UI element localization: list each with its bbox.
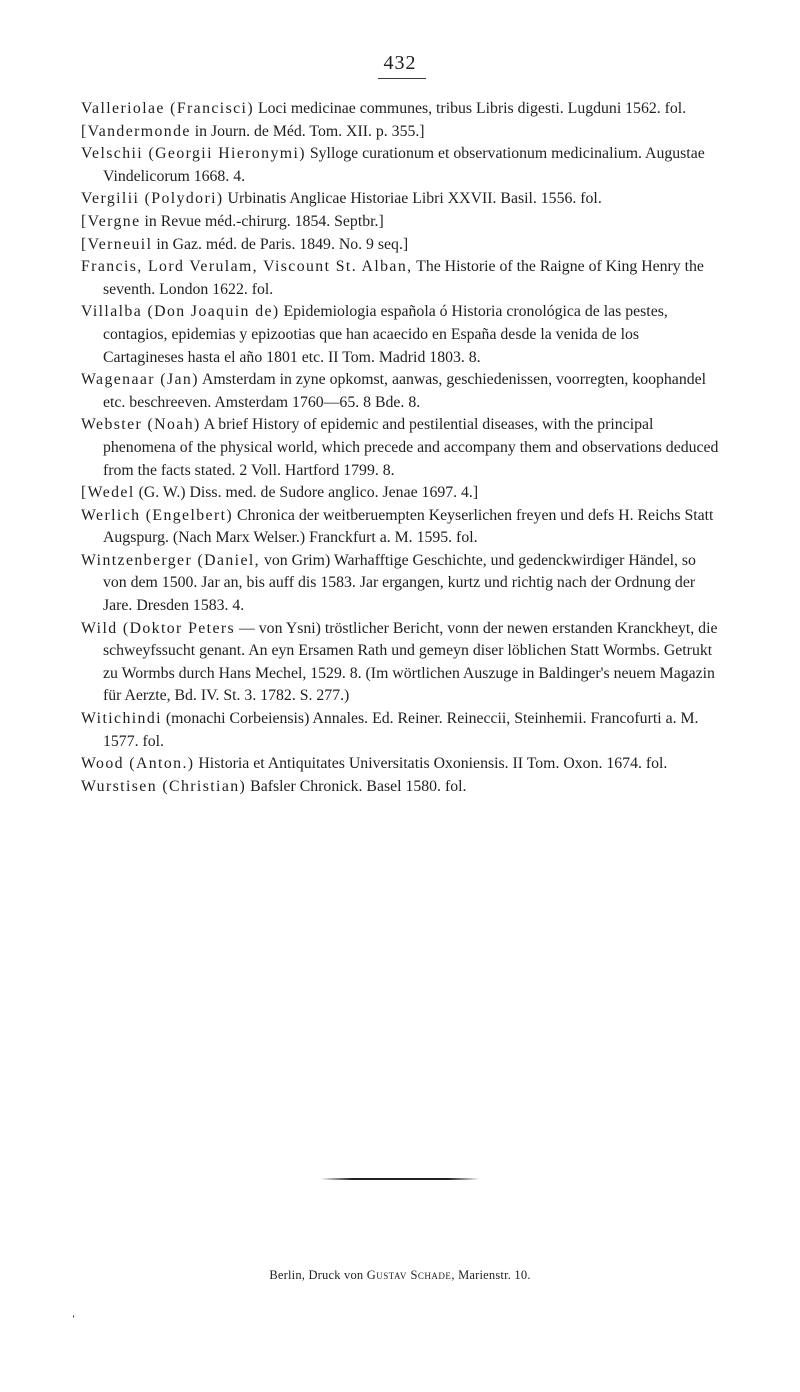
bibliography-entry bbox=[81, 188, 723, 211]
entry-author: Witichindi bbox=[81, 710, 162, 728]
bibliography-entry bbox=[81, 505, 723, 550]
bibliography-entry bbox=[81, 256, 723, 301]
page-number: 432 bbox=[383, 52, 417, 74]
entry-text: Bafsler Chronick. Basel 1580. fol. bbox=[246, 777, 467, 795]
entry-text: The Historie of the Raigne of King Henry the seventh. London 1622. fol. bbox=[103, 258, 704, 298]
bibliography-entry bbox=[81, 482, 723, 505]
printer-name: Gustav Schade bbox=[366, 1268, 452, 1282]
entry-author: [Vergne bbox=[81, 212, 141, 230]
footer-rule bbox=[320, 1178, 480, 1180]
bibliography-entry bbox=[81, 550, 723, 618]
bibliography-entry bbox=[81, 121, 723, 144]
entry-text: — von Ysni) tröstlicher Bericht, vonn der newen erstanden Kranckheyt, die schweyfssucht genant. An eyn Ersamen Rath und gemeyn diser löblichen Statt Wormbs. Getrukt zu Wormbs durch Hans Mechel, 1529. 8. (Im wörtlichen Auszuge in Baldinger's neuem Magazin für Aerzte, Bd. IV. St. 3. 1782. S. 277.) bbox=[103, 619, 718, 705]
entry-text: in Revue méd.-chirurg. 1854. Septbr.] bbox=[140, 212, 384, 230]
bibliography-entry bbox=[81, 143, 723, 188]
bibliography-entry bbox=[81, 414, 723, 482]
bibliography-entry bbox=[81, 776, 723, 799]
entry-author: Wurstisen (Christian) bbox=[81, 777, 247, 795]
entry-author: Vergilii (Polydori) bbox=[81, 190, 224, 208]
bibliography-entry bbox=[81, 618, 723, 708]
entry-text: von Grim) Warhafftige Geschichte, und gedenckwirdiger Händel, so von dem 1500. Jar an, bis auff dis 1583. Jar ergangen, kurtz und richtig nach der Ordnung der Jare. Dresden 1583. 4. bbox=[103, 551, 696, 615]
stray-ink-mark: ‘ bbox=[72, 1314, 76, 1325]
bibliography-entry bbox=[81, 211, 723, 234]
entry-text: in Gaz. méd. de Paris. 1849. No. 9 seq.] bbox=[152, 235, 409, 253]
bibliography-entry bbox=[81, 753, 723, 776]
entry-text: Amsterdam in zyne opkomst, aanwas, geschiedenissen, voorregten, koophandel etc. beschreeven. Amsterdam 1760—65. 8 Bde. 8. bbox=[103, 371, 707, 411]
bibliography-entry bbox=[81, 98, 723, 121]
entry-author: Wood (Anton.) bbox=[81, 755, 195, 773]
bibliography-list bbox=[81, 98, 723, 798]
entry-text: Sylloge curationum et observationum medicinalium. Augustae Vindelicorum 1668. 4. bbox=[103, 145, 705, 185]
entry-author: Valleriolae (Francisci) bbox=[81, 100, 254, 117]
page-number-rule bbox=[378, 78, 426, 79]
entry-text: (monachi Corbeiensis) Annales. Ed. Reiner. Reineccii, Steinhemii. Francofurti a. M. 1577. fol. bbox=[103, 710, 699, 750]
bibliography-entry bbox=[81, 301, 723, 369]
entry-author: Wild (Doktor Peters bbox=[81, 619, 236, 637]
entry-author: [Wedel bbox=[81, 484, 135, 502]
entry-text: Historia et Antiquitates Universitatis Oxoniensis. II Tom. Oxon. 1674. fol. bbox=[194, 755, 668, 773]
entry-author: Webster (Noah) bbox=[81, 416, 201, 434]
entry-text: Epidemiologia española ó Historia cronológica de las pestes, contagios, epidemias y epizootias que han acaecido en España desde la venida de los Cartagineses hasta el año 1801 etc. II Tom. Madrid 1803. 8. bbox=[103, 303, 668, 366]
bibliography-entry bbox=[81, 369, 723, 414]
entry-author: [Vandermonde bbox=[81, 122, 191, 140]
entry-text: Urbinatis Anglicae Historiae Libri XXVII. Basil. 1556. fol. bbox=[223, 190, 602, 208]
entry-author: Werlich (Engelbert) bbox=[81, 506, 234, 524]
bibliography-entry bbox=[81, 708, 723, 753]
entry-author: Francis, Lord Verulam, Viscount St. Alban, bbox=[81, 258, 413, 276]
entry-author: [Verneuil bbox=[81, 235, 153, 253]
entry-text: Loci medicinae communes, tribus Libris digesti. Lugduni 1562. fol. bbox=[254, 100, 687, 117]
entry-text: Chronica der weitberuempten Keyserlichen freyen und defs H. Reichs Statt Augspurg. (Nach Marx Welser.) Franckfurt a. M. 1595. fol. bbox=[103, 506, 714, 547]
entry-text: A brief History of epidemic and pestilential diseases, with the principal phenomena of the physical world, which precede and accompany them and observations deduced from the facts stated. 2 Voll. Hartford 1799. 8. bbox=[103, 416, 719, 479]
entry-text: (G. W.) Diss. med. de Sudore anglico. Jenae 1697. 4.] bbox=[134, 484, 479, 502]
printer-suffix: , Marienstr. 10. bbox=[451, 1268, 531, 1282]
entry-author: Wintzenberger (Daniel, bbox=[81, 551, 260, 569]
entry-author: Velschii (Georgii Hieronymi) bbox=[81, 145, 306, 163]
bibliography-entry bbox=[81, 234, 723, 257]
printer-imprint bbox=[0, 1268, 800, 1283]
printer-prefix: Berlin, Druck von bbox=[269, 1268, 367, 1282]
entry-author: Villalba (Don Joaquin de) bbox=[81, 303, 280, 321]
entry-text: in Journ. de Méd. Tom. XII. p. 355.] bbox=[190, 122, 425, 140]
entry-author: Wagenaar (Jan) bbox=[81, 371, 199, 389]
